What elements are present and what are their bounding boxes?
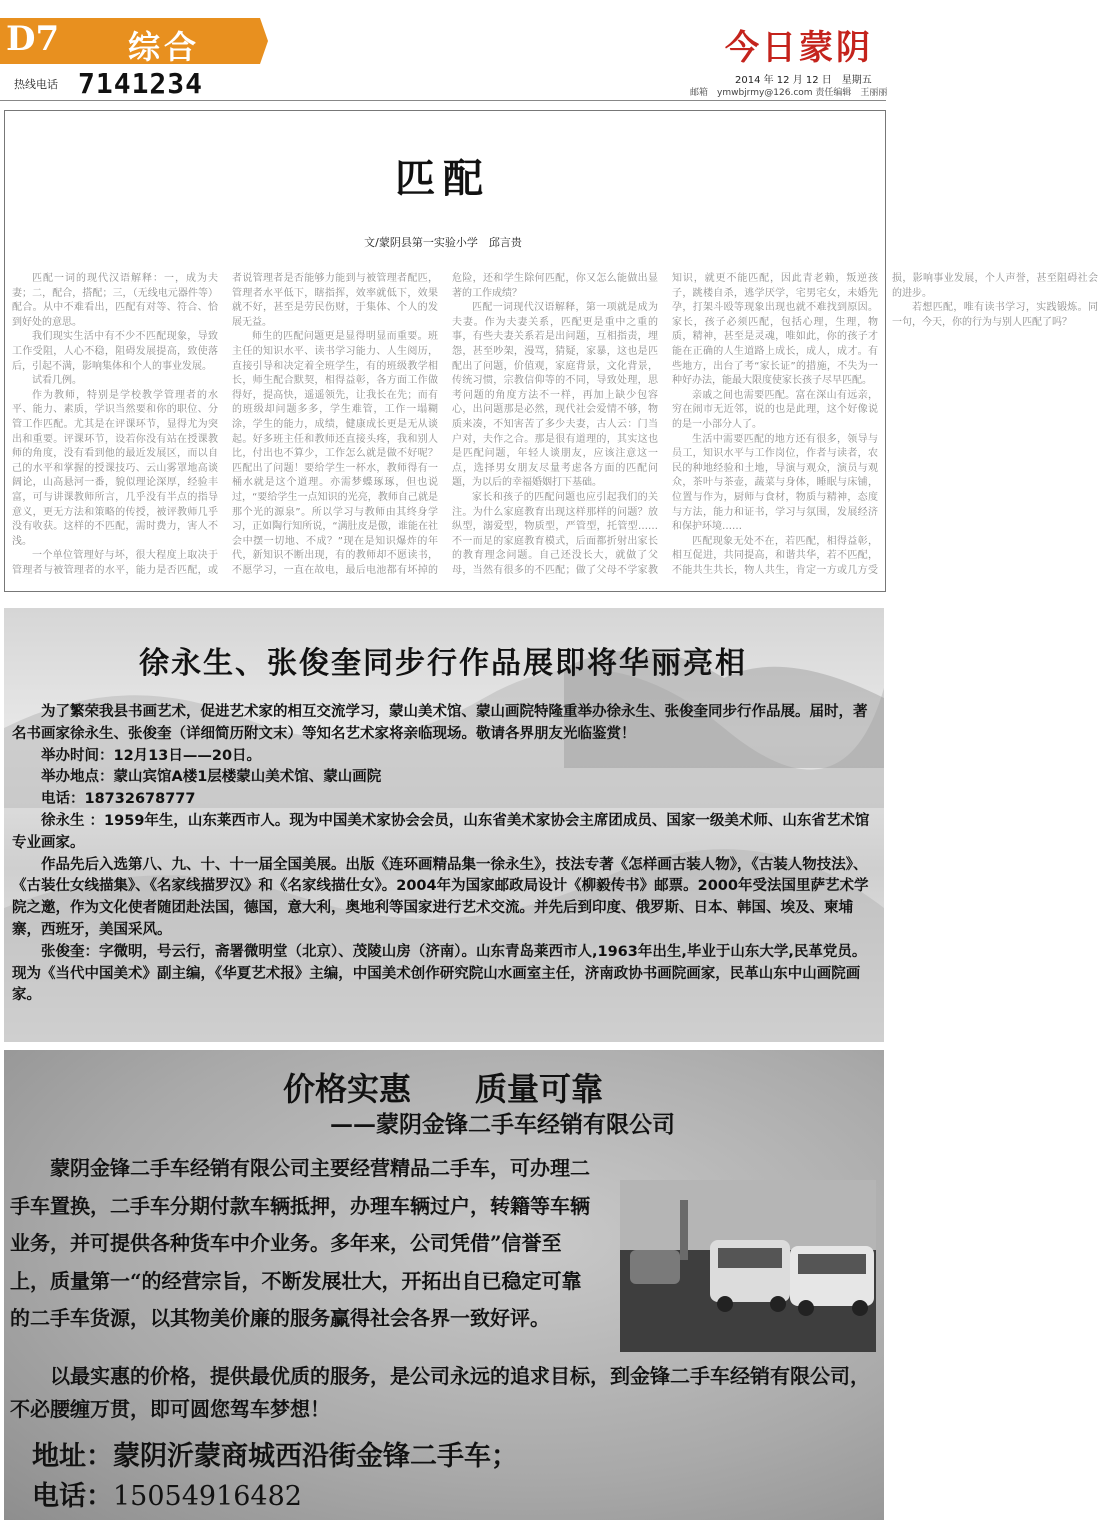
exhibition-time: 举办时间：12月13日——20日。 <box>41 747 262 764</box>
article-paragraph: 一个单位管理好与坏，很大程度上取决于管理者与被管理者的水平，能力是否匹配，或者说管理者是否能够力能到与被管理者配匹，管理者水平低下，瞎指挥，效率就低下，效果就不好，甚至是劳民伤财，于集体、个人的发展无益。 <box>12 273 438 576</box>
advert-headline: 价格实惠 质量可靠 <box>282 1070 603 1108</box>
article-paragraph: 生活中需要匹配的地方还有很多，领导与员工，知识水平与工作岗位，作者与读者，农民的种地经验和土地，导演与观众，演员与观众，茶叶与茶壶，蔬菜与身体，睡眠与床铺，位置与作为，厨师与食材，物质与精神，态度与方法，能力和证书，学习与氛围，发展经济和保护环境…… <box>672 433 878 533</box>
header-rule <box>0 100 886 101</box>
article-paragraph: 我们现实生活中有不少不匹配现象，导致工作受阻，人心不稳，阻碍发展提高，致使落后，引起不满，影响集体和个人的事业发展。 <box>12 331 218 372</box>
article-paragraph: 试看几例。 <box>32 375 82 387</box>
address-value: 蒙阴沂蒙商城西沿街金锋二手车； <box>113 1441 518 1472</box>
exhibition-paragraph: 徐永生 ：1959年生，山东莱西市人。现为中国美术家协会会员，山东省美术家协会主席团成员、国家一级美术师、山东省艺术馆专业画家。 <box>12 812 870 851</box>
page-number: D7 <box>6 19 60 59</box>
used-cars-photo <box>620 1180 876 1352</box>
article-title: 匹配 <box>395 155 491 202</box>
exhibition-phone: 电话：18732678777 <box>41 791 196 808</box>
exhibition-paragraph: 作品先后入选第八、九、十、十一届全国美展。出版《连环画精品集一徐永生》，技法专著《怎样画古装人物》，《古装人物技法》、《古装仕女线描集》、《名家线描罗汉》和《名家线描仕女》。2004年为国家邮政局设计《柳毅传书》邮票。2000年受法国里萨艺术学院之邀，作为文化使者随团赴法国，德国，意大利，奥地利等国家进行艺术交流。并先后到印度、俄罗斯、日本、韩国、埃及、柬埔寨，西班牙，美国采风。 <box>12 856 869 938</box>
advert-phone <box>32 1474 302 1513</box>
advert-slogan: 以最实惠的价格，提供最优质的服务，是公司永远的追求目标，到金锋二手车经销有限公司，不必腰缠万贯，即可圆您驾车梦想！ <box>10 1364 870 1421</box>
article-paragraph: 匹配一词现代汉语解释，第一项就是成为夫妻。作为夫妻关系，匹配更是重中之重的事，有些夫妻关系若是出问题，互相指责，埋怨，甚至吵架，漫骂，猜疑，家暴，这也是匹配出了问题，价值观，家庭背景，文化背景，传统习惯，宗教信仰等的不同，导致处理，思考问题的角度方法不一样，再加上缺少包容心，出问题那是必然，现代社会爱情不够，物质来凑，不知害苦了多少夫妻，古人云：门当户对，夫作之合。那是很有道理的，其实这也是匹配问题，年轻人谈朋友，应该注意这一点，选择男女朋友尽量考虑各方面的匹配问题，为以后的幸福婚姻打下基础。 <box>452 302 658 489</box>
editor-line: 邮箱 ymwbjrmy@126.com 责任编辑 王丽丽 <box>690 88 888 98</box>
article-paragraph: 家长和孩子的匹配问题也应引起我们的关注。为什么家庭教育出现这样那样的问题？放纵型，溺爱型，物质型，严管型，托管型……不一而足的家庭教育模式，后面都折射出家长的教育理念问题。自己还没长大，就做了父母，当然有很多的不匹配；做了父母不学家教知识，就更不能匹配，因此青老赖，叛逆孩子，跳楼自杀，逃学厌学，宅男宅女，未婚先孕，打架斗殴等现象出现也就不难找到原因。家长，孩子必须匹配，包括心理，生理，物质，精神，甚至是灵魂，唯如此，你的孩子才能在正确的人生道路上成长，成人，成才。有些地方，出台了考“家长证”的措施，不失为一种好办法，能最大限度使家长孩子尽早匹配。 <box>452 273 878 576</box>
phone-value: 15054916482 <box>113 1481 302 1512</box>
exhibition-paragraph: 为了繁荣我县书画艺术，促进艺术家的相互交流学习，蒙山美术馆、蒙山画院特隆重举办徐永生、张俊奎同步行作品展。届时，著名书画家徐永生、张俊奎（详细简历附文末）等知名艺术家将亲临现场。敬请各界朋友光临鉴赏！ <box>12 704 868 742</box>
phone-label: 电话： <box>32 1481 113 1512</box>
advert-paragraph: 蒙阴金锋二手车经销有限公司主要经营精品二手车，可办理二手车置换，二手车分期付款车辆抵押，办理车辆过户，转籍等车辆业务，并可提供各种货车中介业务。多年来，公司凭借”信誉至上，质量第一“的经营宗旨，不断发展壮大，开拓出自已稳定可靠的二手车货源，以其物美价廉的服务赢得社会各界一致好评。 <box>10 1156 590 1330</box>
address-label: 地址： <box>32 1441 113 1472</box>
advert-company: ——蒙阴金锋二手车经销有限公司 <box>330 1111 675 1138</box>
article-body <box>12 272 1098 587</box>
article-paragraph: 匹配现象无处不在，若匹配，相得益彰，相互促进，共同提高，和谐共华，若不匹配，不能共生共长，物人共生，肯定一方或几方受损，影响事业发展，个人声誉，甚至阻碍社会的进步。 <box>672 273 1098 576</box>
article-paragraph: 师生的匹配问题更是显得明显而重要。班主任的知识水平、读书学习能力、人生阅历，直接引导和决定着全班学生，有的班级教学相长，师生配合默契，相得益彰，各方面工作做得好，提高快，遥遥领先，让我长在先；而有的班级却问题多多，学生难管，工作一塌糊涂，学生的能力，成绩，健康成长更是无从谈起。好多班主任和教师还直接头疼，我和别人比，付出也不算少，工作怎么就是做不好呢？匹配出了问题！要给学生一杯水，教师得有一桶水就是这个道理。亦需梦蝶琢琢，但也说过，“要给学生一点知识的光亮，教师自己就是那个光的源泉”。所以学习与教师由其终身学习，正如陶行知所说，“满肚皮是傲，谁能在社会中摆一切地、不成？”现在是知识爆炸的年代，新知识不断出现，有的教师却不愿读书，不愿学习，一直在故电，最后电池都有坏掉的危险，还和学生除何匹配，你又怎么能做出显著的工作成绩？ <box>232 273 658 576</box>
advert-address <box>32 1434 518 1473</box>
article-byline: 文/蒙阴县第一实验小学 邱言贵 <box>364 236 522 249</box>
section-name: 综合 <box>128 28 201 66</box>
exhibition-body <box>12 702 876 1007</box>
article-paragraph: 若想匹配，唯有读书学习，实践锻炼。同一句，今天，你的行为与别人匹配了吗？ <box>892 302 1098 328</box>
exhibition-venue: 举办地点：蒙山宾馆A楼1层楼蒙山美术馆、蒙山画院 <box>41 769 382 786</box>
hotline-label: 热线电话 <box>14 78 58 91</box>
exhibition-title: 徐永生、张俊奎同步行作品展即将华丽亮相 <box>139 646 747 681</box>
exhibition-paragraph: 张俊奎：字微明，号云行，斋署微明堂（北京）、茂陵山房（济南）。山东青岛莱西市人,1963年出生,毕业于山东大学,民革党员。现为《当代中国美术》副主编，《华夏艺术报》主编，中国美术创作研究院山水画室主任，济南政协书画院画家，民革山东中山画院画家。 <box>12 943 867 1004</box>
hotline-number: 7141234 <box>78 67 204 100</box>
issue-date: 2014 年 12 月 12 日 星期五 <box>735 75 872 86</box>
article-paragraph: 亲戚之间也需要匹配。富在深山有远亲，穷在闹市无近邻，说的也是此理，这个好像说的是一小部分人了。 <box>672 389 878 430</box>
article-paragraph: 匹配一词的现代汉语解释：一，成为夫妻；二，配合，搭配；三，（无线电元器件等）配合。从中不难看出，匹配有对等、符合、恰到好处的意思。 <box>12 273 218 328</box>
newspaper-masthead: 今日蒙阴 <box>725 28 873 68</box>
car-lot-illustration <box>620 1180 876 1352</box>
article-paragraph: 作为教师，特别是学校教学管理者的水平、能力、素质，学识当然要和你的职位、分管工作匹配。尤其是在评课环节，显得尤为突出和重要。评课环节，设若你没有站在授课教师的角度，没有看到他的最近发展区，而以自己的水平和掌握的授课技巧、云山雾罩地高谈阔论，山高悬河一番，貌似理论深厚，经验丰富，可与讲课教师所言，几乎没有半点的指导意义，更无方法和策略的传授，被评教师几乎没有收获。这样的不匹配，需时费力，害人不浅。 <box>12 389 218 547</box>
